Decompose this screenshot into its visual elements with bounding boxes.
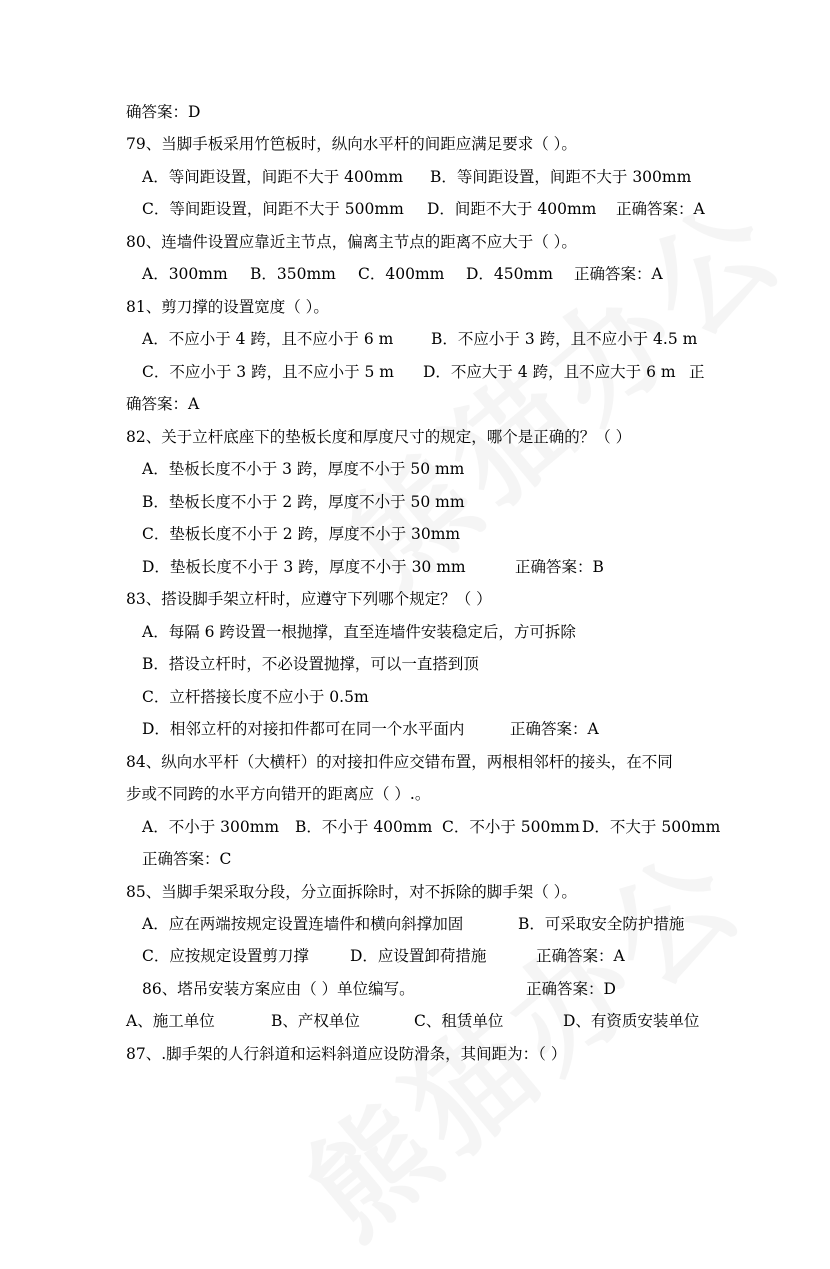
text-segment: C．不应小于 3 跨，且不应小于 5 m [142, 363, 394, 381]
text-segment: A．每隔 6 跨设置一根抛撑，直至连墙件安装稳定后，方可拆除 [142, 623, 576, 641]
text-segment: D．应设置卸荷措施 [350, 947, 487, 965]
watermark [306, 153, 815, 619]
text-segment: 86、塔吊安装方案应由（ ）单位编写。 [142, 980, 415, 998]
text-segment: D．垫板长度不小于 3 跨，厚度不小于 30 mm [142, 558, 466, 576]
text-segment: 84、纵向水平杆（大横杆）的对接扣件应交错布置，两根相邻杆的接头，在不同 [126, 753, 673, 771]
text-segment: D．不应大于 4 跨，且不应大于 6 m [423, 363, 676, 381]
text-segment: 79、当脚手板采用竹笆板时，纵向水平杆的间距应满足要求（ ）。 [126, 135, 577, 153]
answer-text: 正确答案：A [510, 720, 599, 738]
text-segment: D．不大于 500mm [582, 818, 721, 836]
answer-text: 正确答案：C [142, 850, 232, 868]
text-segment: B．等间距设置，间距不大于 300mm [430, 168, 692, 186]
text-segment: 87、.脚手架的人行斜道和运料斜道应设防滑条，其间距为：（ ） [126, 1045, 567, 1063]
text-segment: D、有资质安装单位 [563, 1012, 700, 1030]
text-segment: A、施工单位 [126, 1012, 215, 1030]
text-segment: B．垫板长度不小于 2 跨，厚度不小于 50 mm [142, 493, 465, 511]
text-segment: C．400mm [358, 265, 445, 283]
text-segment: D．450mm [466, 265, 553, 283]
text-segment: A．不应小于 4 跨，且不应小于 6 m [142, 330, 394, 348]
watermark [266, 803, 775, 1269]
text-segment: A．300mm [142, 265, 228, 283]
text-segment: C．不小于 500mm [442, 818, 580, 836]
text-segment: C．等间距设置，间距不大于 500mm [142, 200, 404, 218]
text-segment: B．可采取安全防护措施 [518, 915, 685, 933]
text-segment: A．应在两端按规定设置连墙件和横向斜撑加固 [142, 915, 464, 933]
text-segment: A．等间距设置，间距不大于 400mm [142, 168, 404, 186]
answer-text: 正确答案：B [515, 558, 604, 576]
text-segment: 83、搭设脚手架立杆时，应遵守下列哪个规定？（ ） [126, 590, 492, 608]
text-segment: 81、剪刀撑的设置宽度（ ）。 [126, 298, 329, 316]
text-segment: C、租赁单位 [414, 1012, 504, 1030]
text-segment: 82、关于立杆底座下的垫板长度和厚度尺寸的规定，哪个是正确的？（ ） [126, 428, 632, 446]
text-segment: A．垫板长度不小于 3 跨，厚度不小于 50 mm [142, 460, 465, 478]
text-segment: 正 [689, 363, 705, 381]
answer-text: 正确答案：A [616, 200, 705, 218]
text-segment: B．不小于 400mm [295, 818, 433, 836]
text-segment: 确答案：D [126, 103, 201, 121]
answer-text: 正确答案：A [574, 265, 663, 283]
text-segment: B．350mm [250, 265, 336, 283]
answer-text: 正确答案：A [536, 947, 625, 965]
text-segment: C．垫板长度不小于 2 跨，厚度不小于 30mm [142, 525, 461, 543]
text-segment: B．搭设立杆时，不必设置抛撑，可以一直搭到顶 [142, 655, 479, 673]
text-segment: C．应按规定设置剪刀撑 [142, 947, 309, 965]
text-segment: 80、连墙件设置应靠近主节点，偏离主节点的距离不应大于（ ）。 [126, 233, 577, 251]
text-segment: 85、当脚手架采取分段，分立面拆除时，对不拆除的脚手架（ ）。 [126, 883, 577, 901]
text-segment: D．间距不大于 400mm [427, 200, 597, 218]
text-segment: D．相邻立杆的对接扣件都可在同一个水平面内 [142, 720, 465, 738]
text-segment: 确答案：A [126, 395, 200, 413]
text-segment: B．不应小于 3 跨，且不应小于 4.5 m [431, 330, 698, 348]
text-segment: C．立杆搭接长度不应小于 0.5m [142, 688, 369, 706]
text-segment: B、产权单位 [271, 1012, 360, 1030]
text-segment: 步或不同跨的水平方向错开的距离应（ ）.。 [126, 785, 431, 803]
answer-text: 正确答案：D [526, 980, 616, 998]
text-segment: A．不小于 300mm [142, 818, 280, 836]
